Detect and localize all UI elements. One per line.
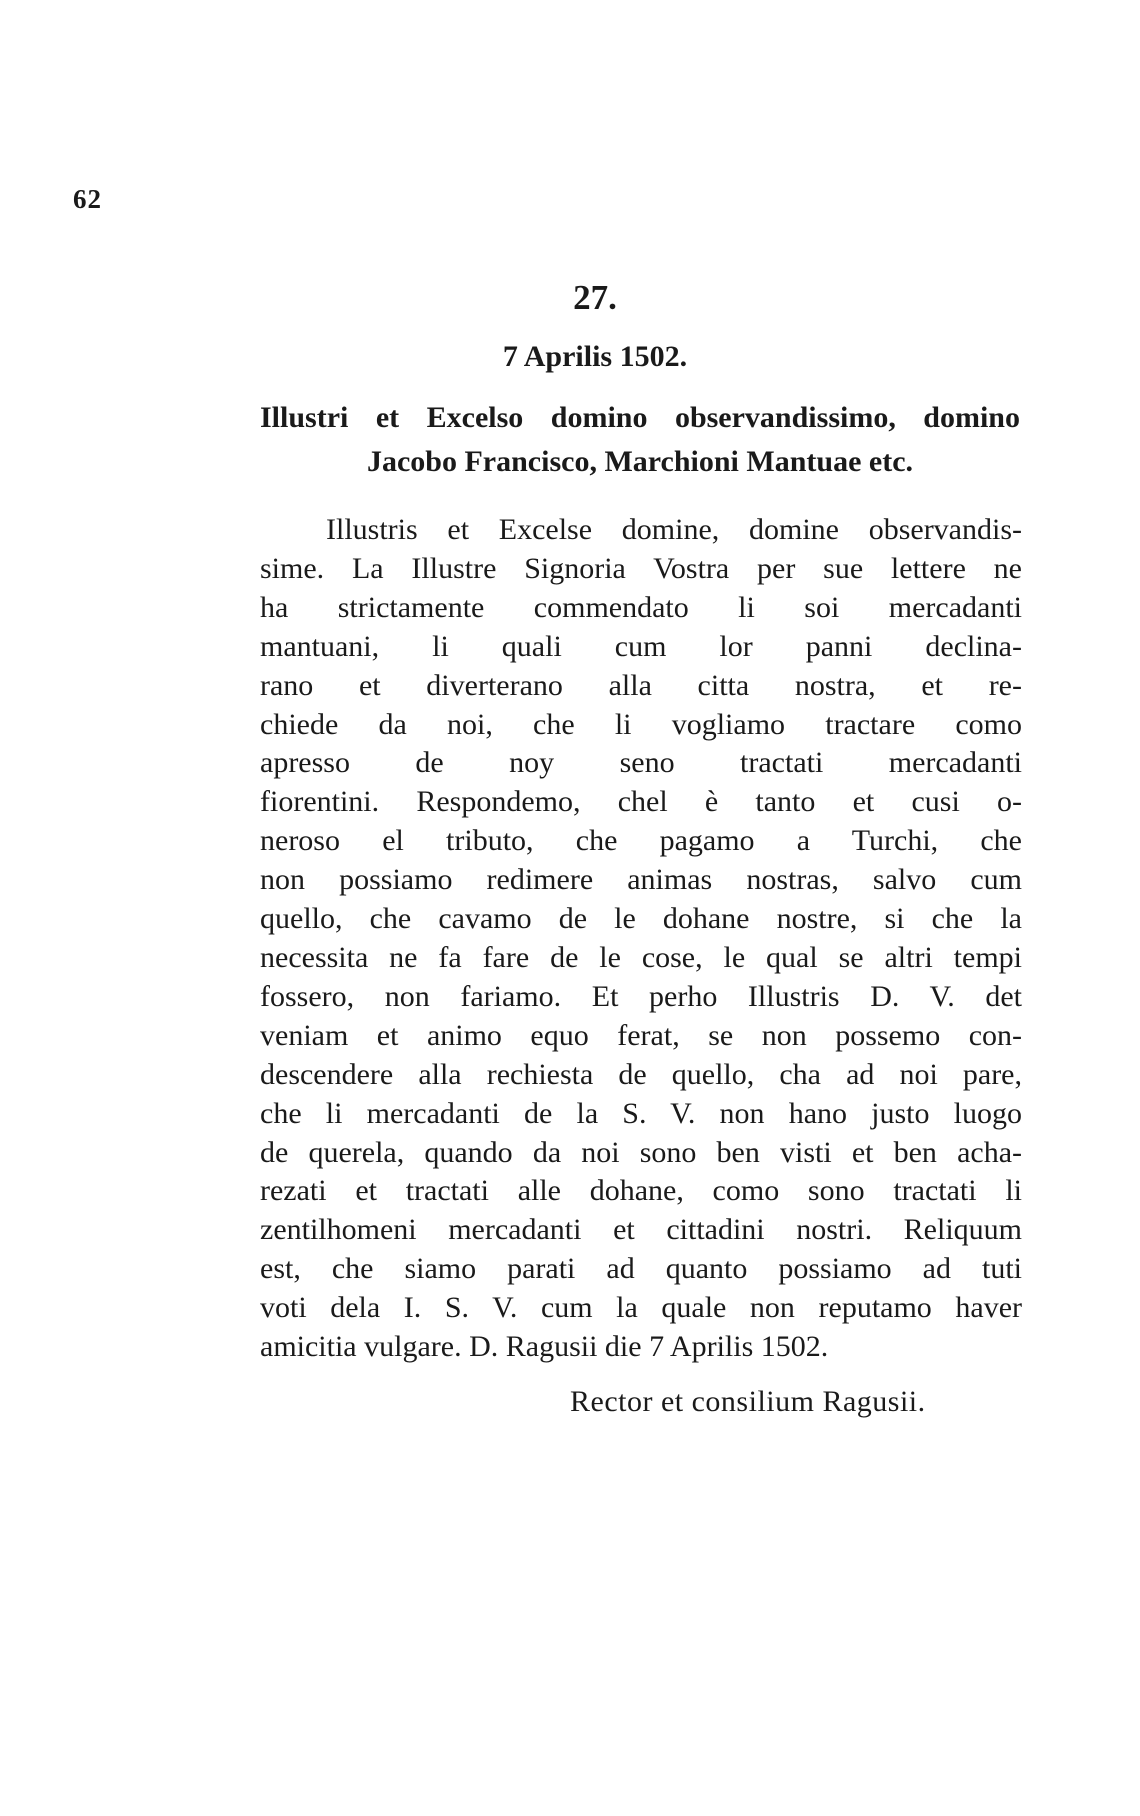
- body-line: fiorentini. Respondemo, chel è tanto et cusi o-: [260, 785, 1022, 819]
- body-line: sime. La Illustre Signoria Vostra per sue lettere ne: [260, 551, 1022, 585]
- address-block: [260, 396, 1020, 484]
- body-line: ha strictamente commendato li soi mercadanti: [260, 590, 1022, 624]
- body-line: non possiamo redimere animas nostras, salvo cum: [260, 863, 1022, 897]
- body-line: fossero, non fariamo. Et perho Illustris D. V. det: [260, 979, 1022, 1013]
- body-line: veniam et animo equo ferat, se non possemo con-: [260, 1018, 1022, 1052]
- body-line: voti dela I. S. V. cum la quale non reputamo haver: [260, 1291, 1022, 1325]
- body-line: Illustris et Excelse domine, domine observandis-: [326, 513, 1022, 546]
- body-line: descendere alla rechiesta de quello, cha ad noi pare,: [260, 1057, 1022, 1091]
- body-line: apresso de noy seno tractati mercadanti: [260, 746, 1022, 780]
- body-line: quello, che cavamo de le dohane nostre, si che la: [260, 902, 1022, 936]
- body-line: rezati et tractati alle dohane, como sono tractati li: [260, 1174, 1022, 1208]
- body-line: mantuani, li quali cum lor panni declina-: [260, 629, 1022, 663]
- page-number: 62: [73, 184, 102, 214]
- body-line: che li mercadanti de la S. V. non hano justo luogo: [260, 1096, 1022, 1130]
- body-line: est, che siamo parati ad quanto possiamo ad tuti: [260, 1252, 1022, 1286]
- body-line: zentilhomeni mercadanti et cittadini nostri. Reliquum: [260, 1213, 1022, 1247]
- address-line: Jacobo Francisco, Marchioni Mantuae etc.: [366, 445, 914, 478]
- body-line: neroso el tributo, che pagamo a Turchi, che: [260, 824, 1022, 858]
- letter-body: [260, 511, 1022, 1367]
- address-line: Illustri et Excelso domino observandissimo, domino: [260, 401, 1020, 434]
- body-line: chiede da noi, che li vogliamo tractare como: [260, 707, 1022, 741]
- body-line: necessita ne fa fare de le cose, le qual se altri tempi: [260, 940, 1022, 974]
- body-line: amicitia vulgare. D. Ragusii die 7 Aprilis 1502.: [260, 1330, 829, 1364]
- document-number: 27.: [573, 278, 617, 317]
- signature: Rector et consilium Ragusii.: [570, 1385, 926, 1418]
- body-line: de querela, quando da noi sono ben visti et ben acha-: [260, 1135, 1022, 1169]
- document-date: 7 Aprilis 1502.: [502, 340, 688, 373]
- body-line: rano et diverterano alla citta nostra, et re-: [260, 668, 1022, 702]
